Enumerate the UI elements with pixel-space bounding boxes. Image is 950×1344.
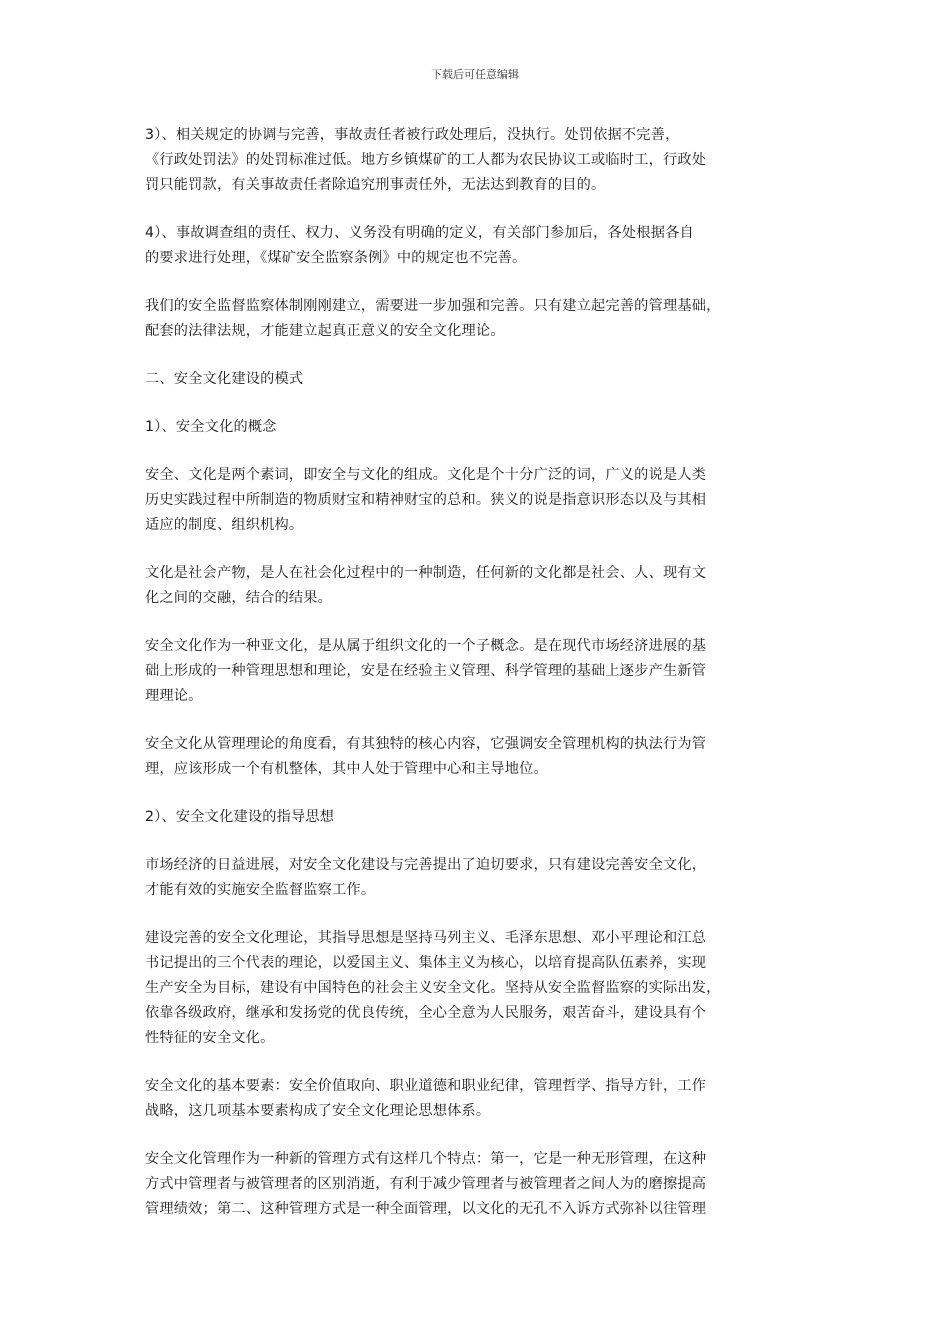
text-line: 安全文化作为一种亚文化，是从属于组织文化的一个子概念。是在现代市场经济进展的基 [145,638,707,654]
paragraph [145,221,810,271]
text-line: 罚只能罚款，有关事故责任者除追究刑事责任外，无法达到教育的目的。 [145,177,606,193]
text-line: 市场经济的日益进展，对安全文化建设与完善提出了迫切要求，只有建设完善安全文化， [145,857,707,873]
paragraph [145,1147,810,1222]
text-line: 我们的安全监督监察体制刚刚建立，需要进一步加强和完善。只有建立起完善的管理基础， [145,298,721,314]
text-line: 才能有效的实施安全监督监察工作。 [145,882,376,898]
text-line: 2）、安全文化建设的指导思想 [145,809,335,825]
text-line: 理，应该形成一个有机整体，其中人处于管理中心和主导地位。 [145,761,548,777]
paragraph [145,415,810,440]
text-line: 4）、事故调查组的责任、权力、义务没有明确的定义，有关部门参加后，各处根据各自 [145,225,694,241]
text-line: 适应的制度、组织机构。 [145,517,304,533]
text-line: 二、安全文化建设的模式 [145,371,304,387]
paragraph [145,294,810,344]
text-line: 安全文化的基本要素：安全价值取向、职业道德和职业纪律，管理哲学、指导方针，工作 [145,1078,707,1094]
text-line: 方式中管理者与被管理者的区别消逝，有利于减少管理者与被管理者之间人为的磨擦提高 [145,1176,707,1192]
text-line: 文化是社会产物，是人在社会化过程中的一种制造，任何新的文化都是社会、人、现有文 [145,565,707,581]
paragraph [145,926,810,1051]
text-line: 依靠各级政府，继承和发扬党的优良传统，全心全意为人民服务，艰苦奋斗，建设具有个 [145,1005,707,1021]
text-line: 战略，这几项基本要素构成了安全文化理论思想体系。 [145,1103,491,1119]
text-line: 性特征的安全文化。 [145,1030,275,1046]
paragraph [145,805,810,830]
paragraph [145,123,810,198]
text-line: 建设完善的安全文化理论，其指导思想是坚持马列主义、毛泽东思想、邓小平理论和江总 [145,930,707,946]
paragraph [145,732,810,782]
paragraph [145,561,810,611]
page-header: 下载后可任意编辑 [431,68,519,81]
text-line: 的要求进行处理，《煤矿安全监察条例》中的规定也不完善。 [145,250,527,266]
paragraph [145,1074,810,1124]
text-line: 配套的法律法规，才能建立起真正意义的安全文化理论。 [145,323,505,339]
text-line: 3）、相关规定的协调与完善，事故责任者被行政处理后，没执行。处罚依据不完善， [145,127,680,143]
text-line: 生产安全为目标，建设有中国特色的社会主义安全文化。坚持从安全监督监察的实际出发， [145,980,721,996]
text-line: 安全文化管理作为一种新的管理方式有这样几个特点：第一，它是一种无形管理，在这种 [145,1151,707,1167]
paragraph [145,367,810,392]
document-body [145,123,810,1245]
text-line: 安全、文化是两个素词，即安全与文化的组成。文化是个十分广泛的词，广义的说是人类 [145,467,707,483]
text-line: 管理绩效；第二、这种管理方式是一种全面管理，以文化的无孔不入诉方式弥补以往管理 [145,1201,707,1217]
paragraph [145,463,810,538]
text-line: 化之间的交融，结合的结果。 [145,590,333,606]
paragraph [145,853,810,903]
text-line: 安全文化从管理理论的角度看，有其独特的核心内容，它强调安全管理机构的执法行为管 [145,736,707,752]
paragraph [145,634,810,709]
text-line: 历史实践过程中所制造的物质财宝和精神财宝的总和。狭义的说是指意识形态以及与其相 [145,492,707,508]
text-line: 《行政处罚法》的处罚标准过低。地方乡镇煤矿的工人都为农民协议工或临时工，行政处 [145,152,707,168]
text-line: 1）、安全文化的概念 [145,419,277,435]
text-line: 础上形成的一种管理思想和理论，安是在经验主义管理、科学管理的基础上逐步产生新管 [145,663,707,679]
text-line: 理理论。 [145,688,203,704]
text-line: 书记提出的三个代表的理论，以爱国主义、集体主义为核心，以培育提高队伍素养，实现 [145,955,707,971]
